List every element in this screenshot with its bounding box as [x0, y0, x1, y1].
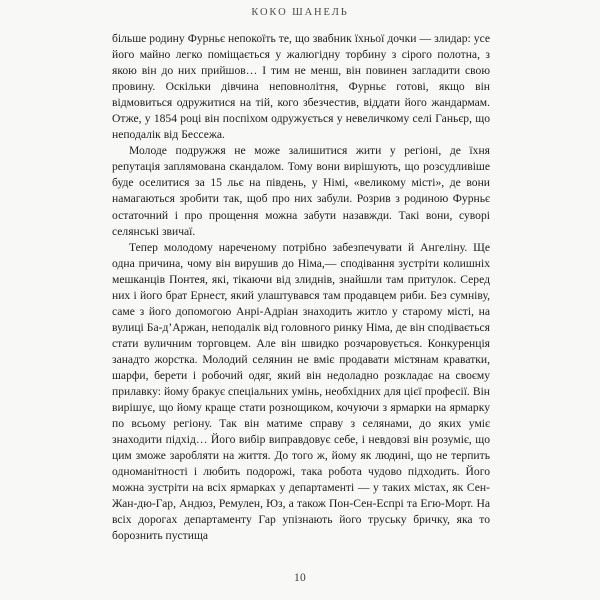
paragraph: більше родину Фурньє непокоїть те, що звабник їхньої дочки — злидар: усе його майно легко поміщається у жалюгідну торбину з сірого полотна, з якою він до них прийшов… І тим не менш, він повинен загладити свою провину. Оскільки дівчина неповнолітня, Фурньє готові, якщо він відмовиться одружитися на тій, кого збезчестив, віддати його жандармам. Отже, у 1854 році він поспіхом одружується у невеличкому селі Ганьєр, що неподалік від Бессежа. — [112, 32, 490, 142]
running-head: КОКО ШАНЕЛЬ — [251, 7, 349, 18]
paragraph: Молоде подружжя не може залишитися жити у регіоні, де їхня репутація заплямована скандалом. Тому вони вирішують, що розсудливіше буде оселитися за 15 льє на південь, у Німі, «великому місті», де вони намагаються зробити так, щоб про них забули. Розрив з родиною Фурньє остаточний і про прощення можна забути назавжди. Такі вони, суворі селянські звичаї. — [112, 144, 490, 238]
paragraph: Тепер молодому нареченому потрібно забезпечувати й Ангеліну. Ще одна причина, чому він вирушив до Німа,— сподівання зустріти колишніх мешканців Понтея, які, тікаючи від злиднів, знайшли там притулок. Серед них і його брат Ернест, який улаштувався там продавцем риби. Без сумніву, саме з його допомогою Анрі-Адріан знаходить житло у старому місті, на вулиці Ба-д’Аржан, неподалік від головного ринку Німа, де він сподівається стати вуличним торговцем. Але він швидко розчаровується. Конкуренція занадто жорстка. Молодий селянин не вміє продавати містянам краватки, шарфи, берети і робочий одяг, який він недоладно розкладає на своєму прилавку: йому бракує спеціальних умінь, необхідних для цієї професії. Він вирішує, що йому краще стати рознощиком, кочуючи з ярмарки на ярмарку по всьому регіону. Так він матиме справу з селянами, до яких уміє знаходити підхід… Його вибір виправдовує себе, і невдовзі він розуміє, що цим зможе заробляти на життя. До того ж, йому як людині, що не терпить одноманітності і любить подорожі, така робота чудово підходить. Його можна зустріти на всіх ярмарках у департаменті — у таких містах, як Сен-Жан-дю-Гар, Андюз, Ремулен, Юз, а також Пон-Сен-Еспрі та Егю-Морт. На всіх дорогах департаменту Гар упізнають його труську бричку, яка то борознить пустища — [112, 240, 490, 543]
page-number: 10 — [293, 572, 307, 584]
body-text — [112, 31, 490, 545]
